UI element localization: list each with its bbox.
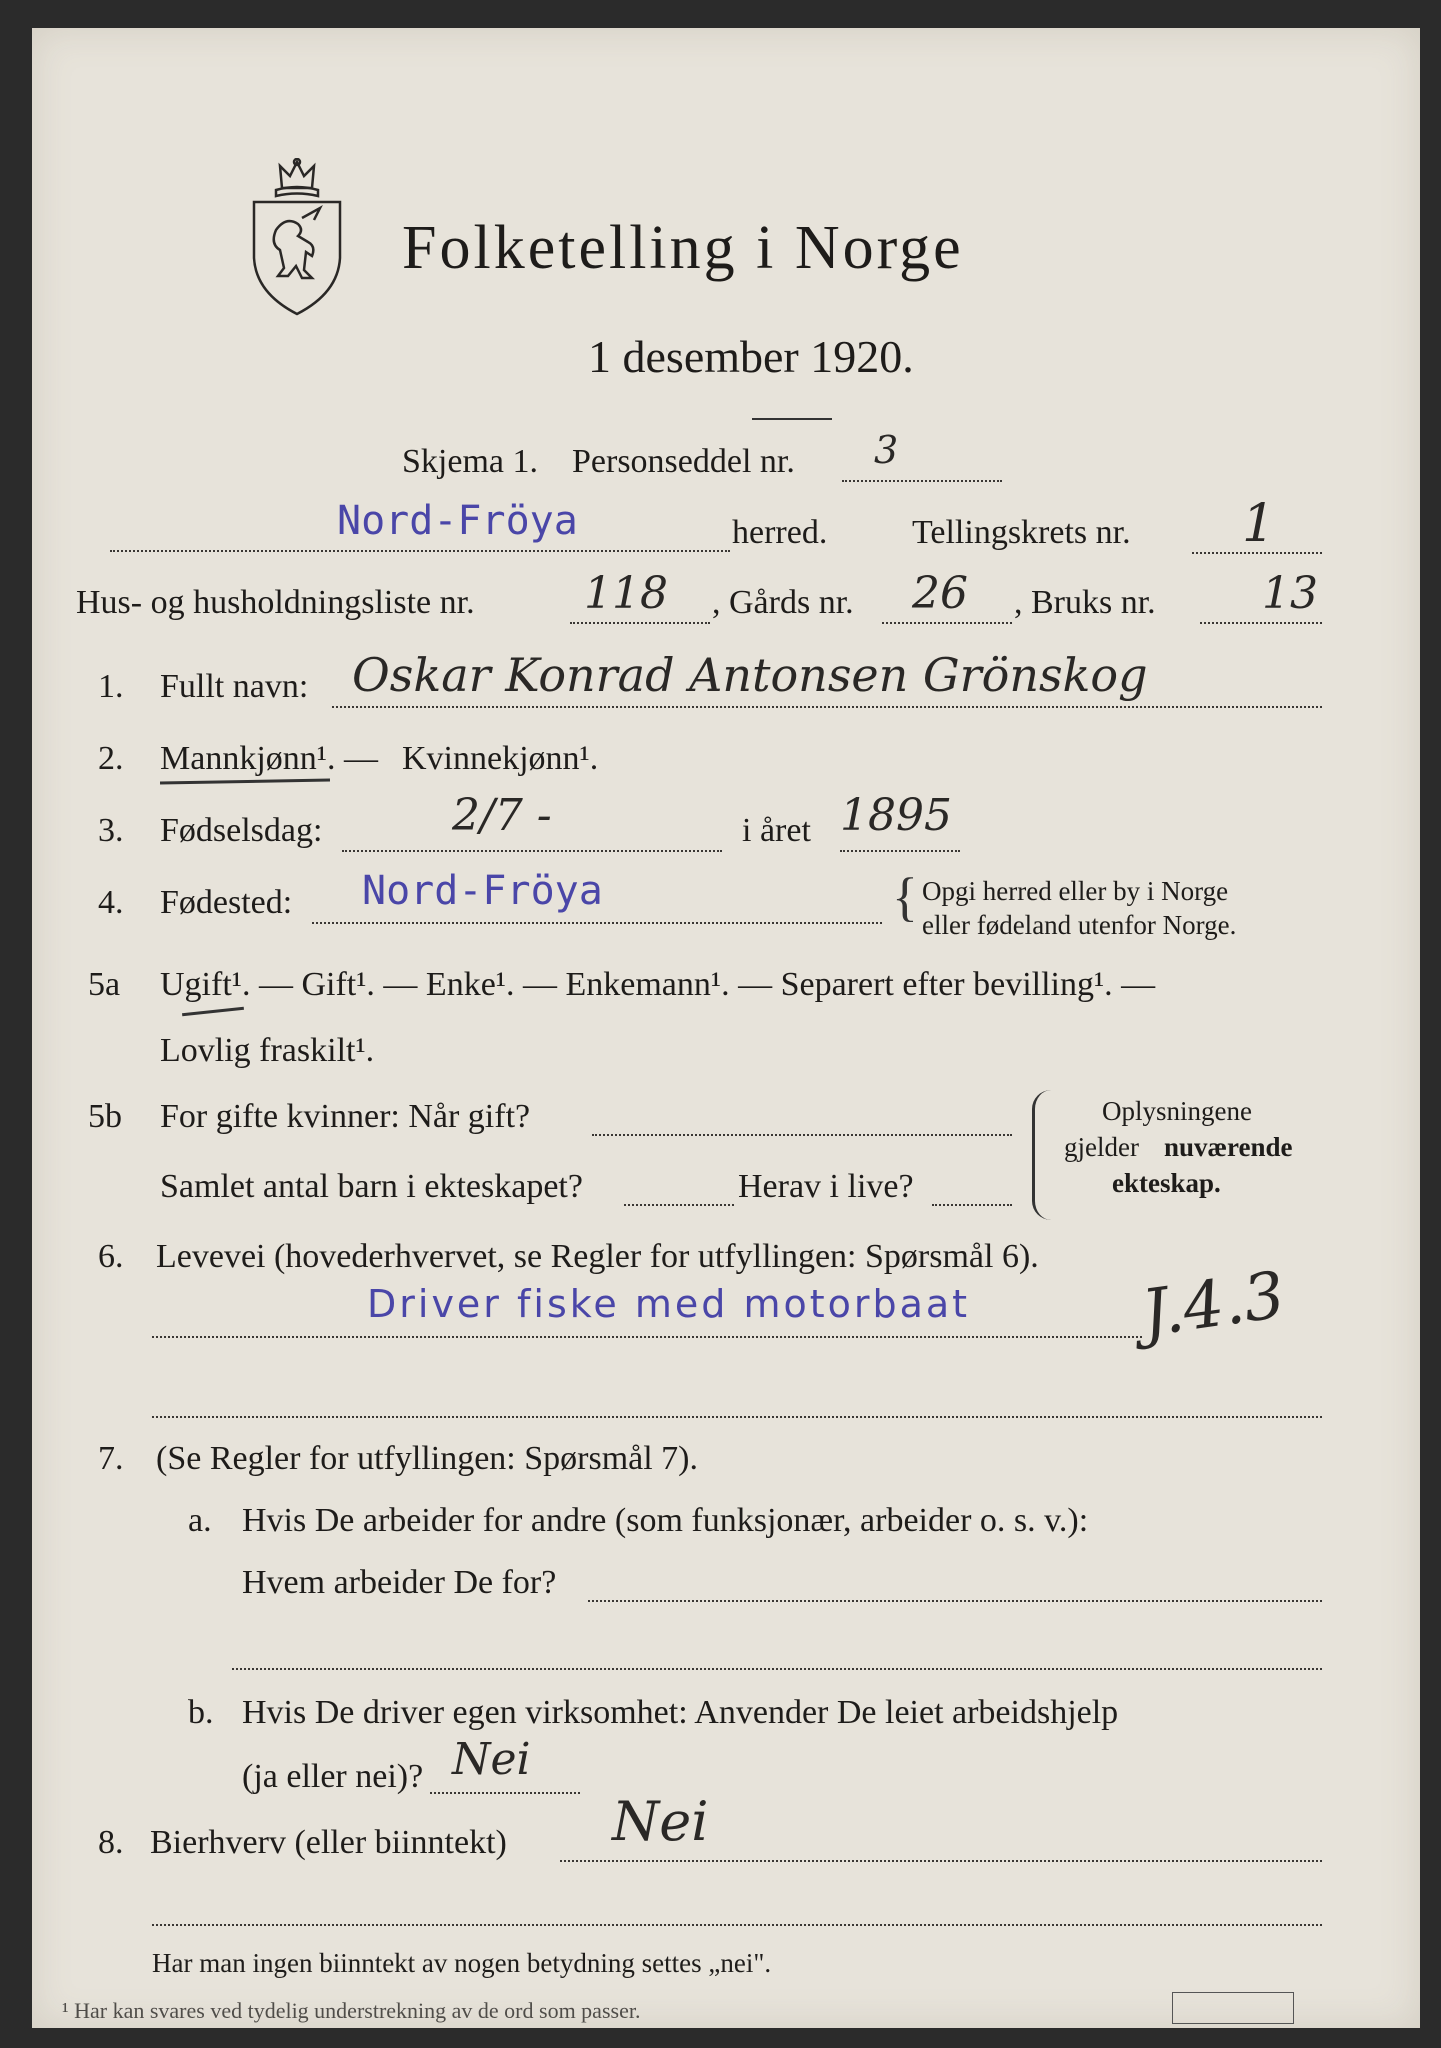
q8-label: Bierhverv (eller biinntekt) — [150, 1824, 507, 1861]
census-form-page — [32, 28, 1420, 2028]
footer-note: Har man ingen biinntekt av nogen betydning settes „nei". — [152, 1948, 772, 1978]
herred-value[interactable]: Nord-Fröya — [337, 498, 578, 544]
q6-label: Levevei (hovederhvervet, se Regler for utfyllingen: Spørsmål 6). — [156, 1238, 1039, 1275]
printer-mark — [1172, 1992, 1294, 2024]
ugift-underline-mark — [182, 1007, 244, 1016]
q4-note-brace: { — [892, 867, 918, 927]
tellingskrets-label: Tellingskrets nr. — [912, 514, 1131, 551]
bruks-value[interactable]: 13 — [1262, 568, 1318, 619]
q7b-line2: (ja eller nei)? — [242, 1758, 424, 1795]
personseddel-value[interactable]: 3 — [874, 428, 899, 472]
q5b-note-line3: ekteskap. — [1112, 1168, 1221, 1198]
q5b-note-bracket — [1032, 1090, 1051, 1220]
q5b-note-line2b: nuværende — [1164, 1132, 1293, 1162]
gender-male-option[interactable]: Mannkjønn¹. — [160, 740, 336, 777]
hired-help-value[interactable]: Nei — [452, 1734, 531, 1785]
title-divider — [752, 418, 832, 420]
q7b-line1: Hvis De driver egen virksomhet: Anvender De leiet arbeidshjelp — [242, 1694, 1119, 1731]
schema-label: Skjema 1. — [402, 443, 538, 480]
hus-value[interactable]: 118 — [584, 568, 668, 619]
gender-female-option[interactable]: Kvinnekjønn¹. — [402, 740, 599, 777]
q1-number: 1. — [98, 668, 124, 705]
herred-label: herred. — [732, 514, 828, 551]
q3-label: Fødselsdag: — [160, 812, 323, 849]
hus-label: Hus- og husholdningsliste nr. — [76, 584, 475, 621]
q5b-number: 5b — [88, 1098, 122, 1135]
children-total-label: Samlet antal barn i ekteskapet? — [160, 1168, 583, 1205]
q1-label: Fullt navn: — [160, 668, 309, 705]
q2-number: 2. — [98, 740, 124, 777]
q4-number: 4. — [98, 884, 124, 921]
q6-number: 6. — [98, 1238, 124, 1275]
birth-year-value[interactable]: 1895 — [840, 790, 952, 841]
q2-separator: — — [344, 740, 378, 777]
q7-number: 7. — [98, 1440, 124, 1477]
birthday-value[interactable]: 2/7 - — [452, 790, 552, 841]
q8-number: 8. — [98, 1824, 124, 1861]
birthplace-value[interactable]: Nord-Fröya — [362, 868, 603, 914]
q5b-note-line1: Oplysningene — [1102, 1096, 1252, 1126]
q5b-note-line2a: gjelder — [1064, 1132, 1139, 1162]
gards-value[interactable]: 26 — [912, 568, 968, 619]
q4-note-line1: Opgi herred eller by i Norge — [922, 876, 1229, 906]
married-date-label: For gifte kvinner: Når gift? — [160, 1098, 531, 1135]
side-income-value[interactable]: Nei — [612, 1790, 709, 1853]
marital-status-options[interactable]: Ugift¹. — Gift¹. — Enke¹. — Enkemann¹. — Separert efter bevilling¹. — — [160, 966, 1156, 1003]
form-title: Folketelling i Norge — [402, 214, 964, 282]
children-alive-label: Herav i live? — [738, 1168, 914, 1205]
footnote: ¹ Har kan svares ved tydelig understrekning av de ord som passer. — [62, 1998, 641, 2023]
gards-label: , Gårds nr. — [712, 584, 854, 621]
bruks-label: , Bruks nr. — [1014, 584, 1156, 621]
q4-label: Fødested: — [160, 884, 293, 921]
tellingskrets-value[interactable]: 1 — [1242, 494, 1276, 554]
personseddel-label: Personseddel nr. — [572, 443, 795, 480]
occupation-value[interactable]: Driver fiske med motorbaat — [367, 1282, 971, 1326]
q7a-number: a. — [188, 1502, 212, 1539]
q7a-line1: Hvis De arbeider for andre (som funksjonær, arbeider o. s. v.): — [242, 1502, 1089, 1539]
norwegian-lion-coat-of-arms-icon — [242, 158, 352, 318]
year-label: i året — [742, 812, 811, 849]
q7b-number: b. — [188, 1694, 214, 1731]
male-underline-mark — [160, 779, 330, 785]
marital-status-divorced[interactable]: Lovlig fraskilt¹. — [160, 1032, 375, 1069]
q3-number: 3. — [98, 812, 124, 849]
q7-label: (Se Regler for utfyllingen: Spørsmål 7). — [156, 1440, 699, 1477]
full-name-value[interactable]: Oskar Konrad Antonsen Grönskog — [352, 648, 1148, 702]
q5a-number: 5a — [88, 966, 121, 1003]
q4-note-line2: eller fødeland utenfor Norge. — [922, 910, 1237, 940]
census-date: 1 desember 1920. — [588, 331, 914, 382]
occupation-code-annotation: J.4.3 — [1137, 1258, 1290, 1352]
q7a-line2: Hvem arbeider De for? — [242, 1564, 557, 1601]
